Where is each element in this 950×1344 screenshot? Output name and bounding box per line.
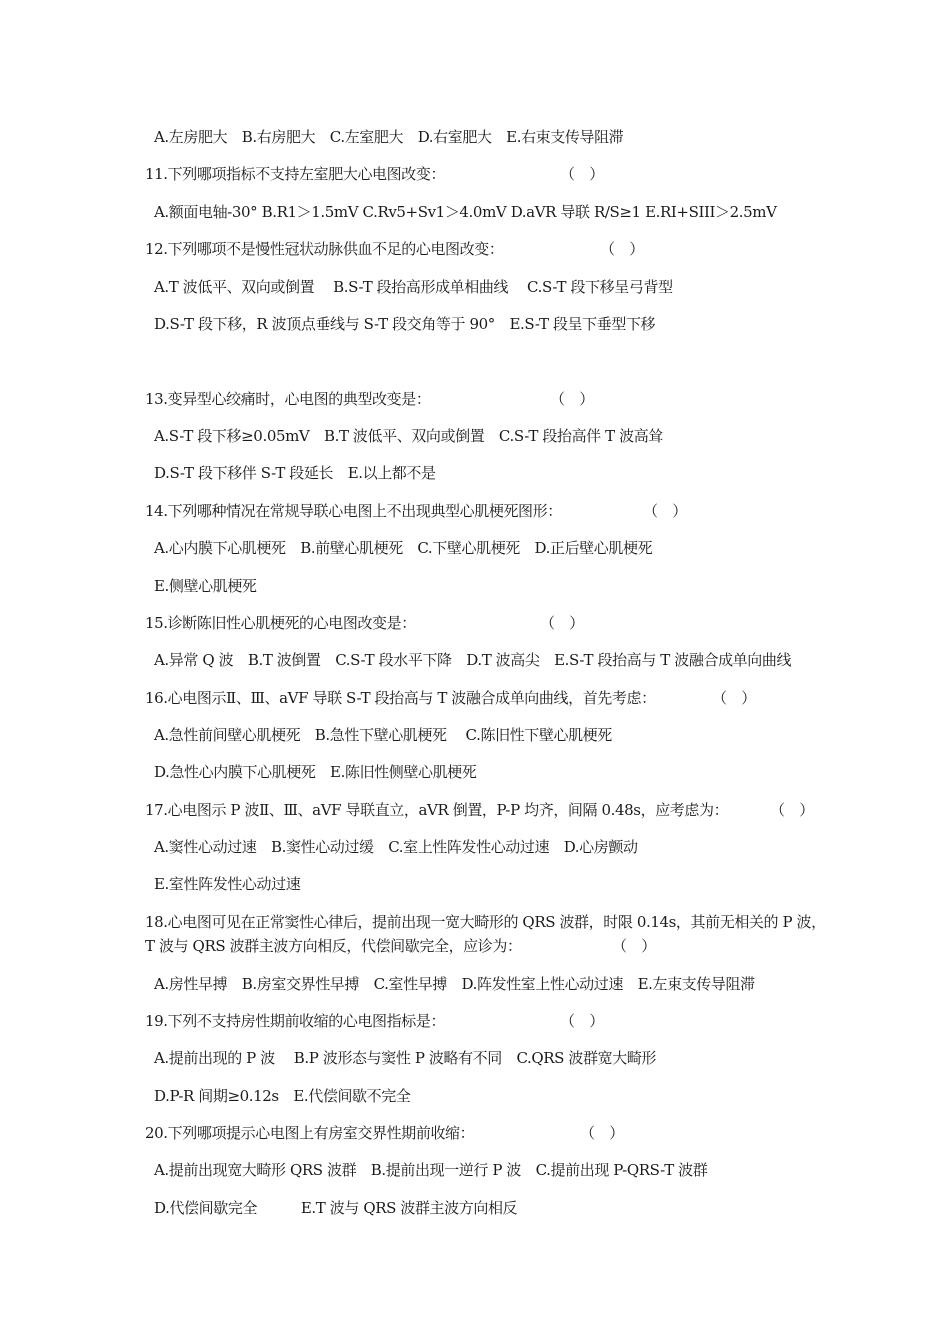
- q19-options-1: A.提前出现的 P 波 B.P 波形态与窦性 P 波略有不同 C.QRS 波群宽大畸形: [154, 1049, 657, 1067]
- q20-answer-bracket[interactable]: （ ）: [580, 1124, 624, 1142]
- q10-options: A.左房肥大 B.右房肥大 C.左室肥大 D.右室肥大 E.右束支传导阻滞: [154, 128, 624, 146]
- q20-options-1: A.提前出现宽大畸形 QRS 波群 B.提前出现一逆行 P 波 C.提前出现 P-QRS-T 波群: [154, 1161, 708, 1179]
- q16-answer-bracket[interactable]: （ ）: [712, 689, 756, 707]
- q14-options-1: A.心内膜下心肌梗死 B.前壁心肌梗死 C.下壁心肌梗死 D.正后壁心肌梗死: [154, 539, 653, 557]
- q20-options-2: D.代偿间歇完全 E.T 波与 QRS 波群主波方向相反: [154, 1199, 518, 1217]
- q17-options-2: E.室性阵发性心动过速: [154, 875, 301, 893]
- q15-stem: 15.诊断陈旧性心肌梗死的心电图改变是：: [145, 614, 416, 632]
- q14-options-2: E.侧壁心肌梗死: [154, 577, 257, 595]
- q16-options-2: D.急性心内膜下心肌梗死 E.陈旧性侧壁心肌梗死: [154, 763, 477, 781]
- q16-options-1: A.急性前间壁心肌梗死 B.急性下壁心肌梗死 C.陈旧性下壁心肌梗死: [154, 726, 612, 744]
- q19-options-2: D.P-R 间期≥0.12s E.代偿间歇不完全: [154, 1087, 411, 1105]
- q18-stem-line-1: 18.心电图可见在正常窦性心律后，提前出现一宽大畸形的 QRS 波群，时限 0.14s，其前无相关的 P 波，: [145, 913, 826, 931]
- q12-options-2: D.S-T 段下移，R 波顶点垂线与 S-T 段交角等于 90° E.S-T 段呈下垂型下移: [154, 315, 656, 333]
- q17-answer-bracket[interactable]: （ ）: [770, 801, 814, 819]
- q12-stem: 12.下列哪项不是慢性冠状动脉供血不足的心电图改变：: [145, 240, 504, 258]
- q15-options-1: A.异常 Q 波 B.T 波倒置 C.S-T 段水平下降 D.T 波高尖 E.S-T 段抬高与 T 波融合成单向曲线: [154, 651, 792, 669]
- q17-stem: 17.心电图示 P 波Ⅱ、Ⅲ、aVF 导联直立，aVR 倒置，P-P 均齐，间隔 0.48s，应考虑为：: [145, 801, 729, 819]
- q18-options-1: A.房性早搏 B.房室交界性早搏 C.室性早搏 D.阵发性室上性心动过速 E.左束支传导阻滞: [154, 975, 755, 993]
- q12-options-1: A.T 波低平、双向或倒置 B.S-T 段抬高形成单相曲线 C.S-T 段下移呈弓背型: [154, 278, 673, 296]
- q11-options-1: A.额面电轴-30° B.R1＞1.5mV C.Rv5+Sv1＞4.0mV D.aVR 导联 R/S≥1 E.RI+SIII＞2.5mV: [154, 203, 777, 221]
- q19-answer-bracket[interactable]: （ ）: [560, 1012, 604, 1030]
- q14-answer-bracket[interactable]: （ ）: [643, 502, 687, 520]
- q16-stem: 16.心电图示Ⅱ、Ⅲ、aVF 导联 S-T 段抬高与 T 波融合成单向曲线，首先考虑：: [145, 689, 656, 707]
- q13-options-1: A.S-T 段下移≥0.05mV B.T 波低平、双向或倒置 C.S-T 段抬高伴 T 波高耸: [154, 427, 663, 445]
- q19-stem: 19.下列不支持房性期前收缩的心电图指标是：: [145, 1012, 446, 1030]
- q11-answer-bracket[interactable]: （ ）: [560, 165, 604, 183]
- q12-answer-bracket[interactable]: （ ）: [600, 240, 644, 258]
- q18-answer-bracket[interactable]: （ ）: [612, 937, 656, 955]
- q13-answer-bracket[interactable]: （ ）: [550, 390, 594, 408]
- q20-stem: 20.下列哪项提示心电图上有房室交界性期前收缩：: [145, 1124, 475, 1142]
- q13-stem: 13.变异型心绞痛时，心电图的典型改变是：: [145, 390, 431, 408]
- q15-answer-bracket[interactable]: （ ）: [540, 614, 584, 632]
- q18-stem-line-2: T 波与 QRS 波群主波方向相反，代偿间歇完全，应诊为：: [145, 937, 522, 955]
- q13-options-2: D.S-T 段下移伴 S-T 段延长 E.以上都不是: [154, 464, 436, 482]
- q11-stem: 11.下列哪项指标不支持左室肥大心电图改变：: [145, 165, 446, 183]
- q17-options-1: A.窦性心动过速 B.窦性心动过缓 C.室上性阵发性心动过速 D.心房颤动: [154, 838, 638, 856]
- q14-stem: 14.下列哪种情况在常规导联心电图上不出现典型心肌梗死图形：: [145, 502, 562, 520]
